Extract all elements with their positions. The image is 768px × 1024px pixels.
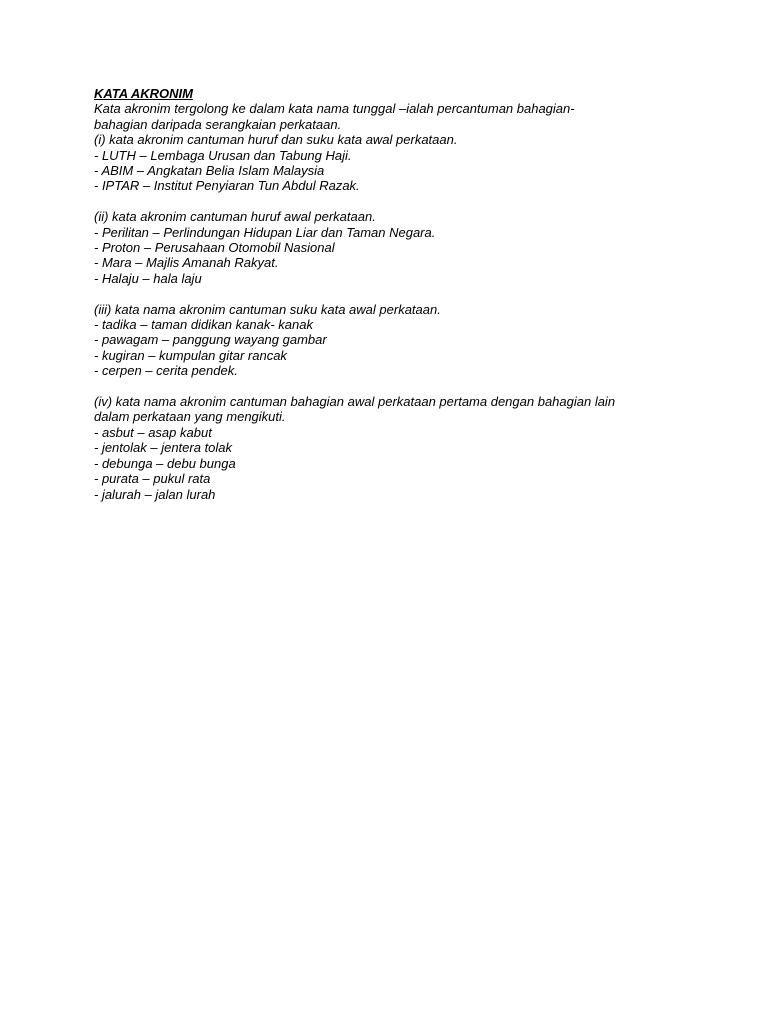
section-heading: (iii) kata nama akronim cantuman suku kata awal perkataan. — [94, 301, 441, 317]
list-item: - Mara – Majlis Amanah Rakyat. — [94, 255, 279, 271]
list-item: - ABIM – Angkatan Belia Islam Malaysia — [94, 163, 325, 179]
section-heading: (iv) kata nama akronim cantuman bahagian awal perkataan pertama dengan bahagian lain — [94, 394, 616, 410]
section-i — [94, 132, 694, 194]
list-item: - kugiran – kumpulan gitar rancak — [94, 347, 287, 363]
list-item: - tadika – taman didikan kanak- kanak — [94, 317, 313, 333]
list-item: - Perilitan – Perlindungan Hidupan Liar dan Taman Negara. — [94, 224, 436, 240]
section-ii — [94, 209, 694, 286]
list-item: - jalurah – jalan lurah — [94, 486, 216, 502]
section-iii — [94, 302, 694, 379]
section-heading: (i) kata akronim cantuman huruf dan suku kata awal perkataan. — [94, 132, 458, 148]
intro-line: bahagian daripada serangkaian perkataan. — [94, 116, 342, 132]
list-item: - Halaju – hala laju — [94, 270, 202, 286]
list-item: - debunga – debu bunga — [94, 455, 236, 471]
section-heading: dalam perkataan yang mengikuti. — [94, 409, 286, 425]
section-iv — [94, 394, 694, 502]
list-item: - asbut – asap kabut — [94, 424, 212, 440]
document-title: KATA AKRONIM — [94, 86, 193, 101]
document-body — [94, 86, 694, 502]
list-item: - IPTAR – Institut Penyiaran Tun Abdul Razak. — [94, 178, 360, 194]
intro-line: Kata akronim tergolong ke dalam kata nama tunggal –ialah percantuman bahagian- — [94, 101, 575, 117]
list-item: - purata – pukul rata — [94, 471, 211, 487]
paragraph-gap — [94, 379, 694, 394]
list-item: - jentolak – jentera tolak — [94, 440, 233, 456]
list-item: - Proton – Perusahaan Otomobil Nasional — [94, 240, 335, 256]
paragraph-gap — [94, 194, 694, 209]
list-item: - pawagam – panggung wayang gambar — [94, 332, 327, 348]
list-item: - LUTH – Lembaga Urusan dan Tabung Haji. — [94, 147, 352, 163]
list-item: - cerpen – cerita pendek. — [94, 363, 238, 379]
section-heading: (ii) kata akronim cantuman huruf awal perkataan. — [94, 209, 376, 225]
paragraph-gap — [94, 286, 694, 301]
